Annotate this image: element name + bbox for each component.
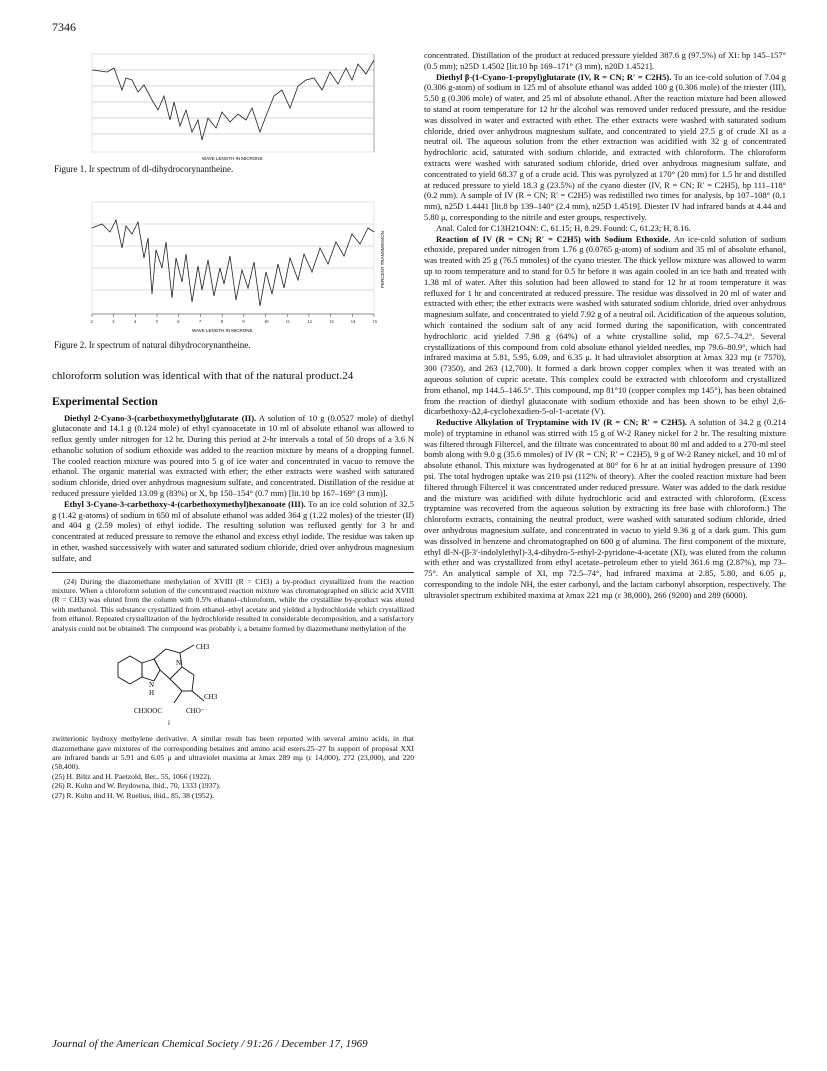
- lead-paragraph: chloroform solution was identical with that of the natural product.24: [52, 370, 354, 382]
- paragraph-iii-title: Ethyl 3-Cyano-3-carbethoxy-4-(carbethoxymethyl)hexanoate (III).: [64, 498, 306, 509]
- structure-cho: CHO⁻: [186, 707, 205, 716]
- analysis-line: Anal. Calcd for C13H21O4N: C, 61.15; H, 8.29. Found: C, 61.23; H, 8.16.: [436, 222, 691, 233]
- figure-2-tick-label: 12: [307, 319, 312, 324]
- figure-2-tick-label: 2: [90, 319, 93, 324]
- paragraph-ii-title: Diethyl 2-Cyano-3-(carbethoxymethyl)glutarate (II).: [64, 412, 257, 423]
- left-column: [52, 50, 414, 800]
- ir-spectrum-figure-2: [52, 198, 412, 338]
- paragraph-reductive-alkylation: [424, 417, 786, 601]
- structure-ch3-bottom: CH3: [204, 693, 218, 702]
- structure-ester: CH3OOC: [134, 707, 163, 716]
- paragraph-iv-body: To an ice-cold solution of 7.04 g (0.306 g-atom) of sodium in 125 ml of absolute ethanol was added 100 g (0.306 mole) of the triester (III), 5.50 g (0.306 mole) of water, and 25 ml of absolute ethanol. After the reaction mixture had been allowed to stand at room temperature for 12 hr the alcohol was removed under reduced pressure, and the residue was dissolved in water and extracted with ether. The ether extracts were washed with saturated sodium chloride, dried over anhydrous magnesium sulfate, and concentrated to yield 27.5 g of crude XI as a neutral oil. The aqueous solution from the ether extraction was acidified with 32 g of concentrated hydrochloric acid, saturated with sodium chloride, and extracted with chloroform. The chloroform extracts were washed with saturated sodium chloride, dried over anhydrous magnesium sulfate, and concentrated to yield 68.37 g of a crude acid. This was pyrolyzed at 170° (20 mm) for 1.5 hr and distilled at reduced pressure to yield 18.3 g (23.5%) of the cyano diester (IV, R = CN; R′ = C2H5), bp 111–118° (0.2 mm). A sample of IV (R = CN; R′ = C2H5) was redistilled two times for analysis, bp 107–108° (0.1 mm), n25D 1.4441 [lit.8 bp 139–140° (2.4 mm), n25D 1.4519]. Diester IV had infrared bands at 4.44 and 5.80 μ, corresponding to the nitrile and ester groups, respectively.: [424, 71, 786, 222]
- paragraph-iii-body: To an ice cold solution of 32.5 g (1.42 g-atoms) of sodium in 650 ml of absolute ethanol was added 364 g (1.22 moles) of the triester (II) and 404 g (2.59 moles) of ethyl iodide. The resulting solution was refluxed gently for 3 hr and concentrated at reduced pressure to remove the ethanol and excess ethyl iodide. The residue was taken up in ether, washed successively with water and saturated sodium chloride, dried over anhydrous magnesium sulfate, and: [52, 498, 414, 563]
- figure-1-axis-label: WAVE LENGTH IN MICRONS: [202, 156, 263, 161]
- figure-2-tick-label: 9: [242, 319, 245, 324]
- paragraph-iv: [424, 72, 786, 223]
- paragraph-iii: [52, 499, 414, 564]
- paragraph-xi-distillation: concentrated. Distillation of the product at reduced pressure yielded 387.6 g (97.5%) of XI: bp 145–157° (0.5 mm); n25D 1.4502 [lit.10 bp 169–171° (3 mm), n20D 1.4521].: [424, 50, 786, 71]
- paragraph-sodium-ethoxide-title: Reaction of IV (R = CN; R′ = C2H5) with Sodium Ethoxide.: [436, 233, 671, 244]
- paragraph-ii-body: A solution of 10 g (0.0527 mole) of diethyl glutaconate and 14.1 g (0.124 mole) of ethyl cyanoacetate in 10 ml of absolute ethanol was allowed to reflux gently under nitrogen for 12 hr. During this period at 2-hr intervals a total of 50 drops of a 3.6 N ethanolic solution of sodium ethoxide was added to the reaction mixture by means of a dropping funnel. The cooled reaction mixture was poured into 5 g of ice water and concentrated in vacuo to remove the ethanol. The organic material was extracted with ether; the ether extracts were washed with saturated sodium chloride, dried over anhydrous magnesium sulfate, and concentrated. Distillation of the residue at reduced pressure yielded 13.09 g (83%) or X, bp 150–154° (0.7 mm) [lit.10 bp 167–169° (3 mm)].: [52, 412, 414, 499]
- structure-n-plus: N: [176, 659, 182, 668]
- figure-2: [52, 198, 414, 350]
- paragraph-sodium-ethoxide-body: An ice-cold solution of sodium ethoxide, prepared under nitrogen from 1.76 g (0.0765 g-atom) of sodium and 35 ml of absolute ethanol, was treated with 25 g (76.5 mmoles) of the cyano triester. The thick yellow mixture was allowed to warm up to room temperature and to stand for 0.5 hr before it was again cooled in an ice bath and treated with 1.38 ml of water. After this solution had been allowed to stand for 12 hr at room temperature it was refluxed for 1 hr and concentrated at reduced pressure. The residue was dissolved in 20 ml of water and extracted with ether; the ether extracts were washed with saturated sodium chloride, dried over anhydrous magnesium sulfate, and concentrated to yield 7.92 g of a neutral oil. Acidification of the aqueous solution, which contained the sodium salt of any acid formed during the saponification, with concentrated hydrochloric acid yielded 7.98 g (64%) of a white crystalline solid, mp 67.5–74.2°. Several crystallizations of this compound from cold absolute ethanol yielded needles, mp 79.6–80.9°, which had infrared maxima at 5.81, 5.95, 6.09, and 6.35 μ. It had ultraviolet absorption at λmax 323 mμ (ε 7570), 300 (7350), and 263 (12,700). It formed a dark brown copper complex when it was treated with an aqueous solution of cupric acetate. This complex could be extracted with chloroform and crystallized from ethanol, mp 144.5–146.5°. This compound, mp 81°10 (copper complex mp 145°), has been obtained from the reaction of diethyl glutaconate with sodium ethoxide and has been shown to be ethyl 2,6-dicarbethoxy-Δ2,4-cyclohexadien-5-ol-1-acetate (V).: [424, 233, 787, 417]
- figure-1-caption: Figure 1. Ir spectrum of dl-dihydrocorynantheine.: [54, 164, 234, 174]
- structure-label: i: [168, 719, 170, 728]
- footnote-24-continued: zwitterionic hydroxy methylene derivative. A similar result has been reported with several amino acids, in that diazomethane gave mixtures of the corresponding betaines and amino acid esters.25–27 In support of proposal XXI are infrared bands at 5.91 and 6.05 μ and ultraviolet maxima at λmax 289 mμ (ε 14,000), 272 (23,000), and 220 (58,400).: [52, 734, 414, 772]
- paragraph-ii: [52, 413, 414, 499]
- figure-1: [52, 50, 414, 174]
- figure-2-tick-label: 15: [372, 319, 377, 324]
- figure-2-axis-label: WAVE LENGTH IN MICRONS: [192, 328, 253, 333]
- section-heading: Experimental Section: [52, 395, 158, 408]
- reference-27: (27) R. Kuhn and H. W. Ruelius, ibid., 85, 38 (1952).: [52, 790, 214, 800]
- figure-2-tick-label: 14: [350, 319, 356, 324]
- footnote-divider: [52, 572, 414, 573]
- structure-h: H: [149, 689, 155, 698]
- figure-2-y-label: PERCENT TRANSMISSION: [380, 231, 385, 288]
- paragraph-reductive-alkylation-body: A solution of 34.2 g (0.214 mole) of tryptamine in ethanol was stirred with 15 g of W-2 Raney nickel for 2 hr. The resulting mixture was filtered through Filtercel, and the filtrate was concentrated to about 80 ml and added to a 270-ml steel bomb along with 9.0 g (35.6 mmoles) of IV (R = CN; R′ = C2H5), 9 g of W-2 Raney nickel, and 10 ml of absolute ethanol. This mixture was hydrogenated at 80° for 6 hr at an initial hydrogen pressure of 1390 psi. The total hydrogen uptake was 210 psi (112% of theory). After the cooled reaction mixture had been filtered through Filtercel it was concentrated under reduced pressure. Water was added to the dark residue and the mixture was acidified with dilute hydrochloric acid and extracted with chloroform. (Excess tryptamine was recovered from the aqueous solution by extracting its free base with chloroform.) The chloroform extracts, containing the neutral product, were washed with saturated sodium chloride, dried over anhydrous magnesium sulfate, and concentrated in vacuo to yield 9.36 g of a dark gum. This gum was dissolved in benzene and chromatographed on 600 g of alumina. The first component of the mixture, ethyl dl-N-(β-3′-indolylethyl)-3,4-dihydro-5-ethyl-2-pyridone-4-acetate (XI), was eluted from the column with ether and was crystallized from ethyl acetate–petroleum ether to yield 361.6 mg (2.87%), mp 73–75°. An analytical sample of XI, mp 72.5–74°, had infrared maxima at 2.85, 5.80, and 6.05 μ, corresponding to the indole NH, the ester carbonyl, and the lactam carbonyl absorption, respectively. The ultraviolet spectrum exhibited maxima at λmax 221 mμ (ε 38,000), 266 (9200) and 289 (6000).: [424, 417, 786, 600]
- betaine-structure: [112, 635, 272, 727]
- page-number: 7346: [52, 20, 76, 34]
- figure-2-tick-label: 11: [285, 319, 291, 324]
- figure-2-caption: Figure 2. Ir spectrum of natural dihydrocorynantheine.: [54, 340, 251, 350]
- figure-2-tick-label: 10: [264, 319, 269, 324]
- figure-2-tick-label: 7: [198, 319, 202, 324]
- paragraph-sodium-ethoxide: [424, 234, 786, 418]
- paragraph-reductive-alkylation-title: Reductive Alkylation of Tryptamine with IV (R = CN; R′ = C2H5).: [436, 417, 688, 428]
- figure-2-tick-label: 13: [329, 319, 334, 324]
- figure-2-tick-label: 5: [155, 319, 158, 324]
- ir-spectrum-figure-1: [52, 50, 382, 162]
- structure-ch3-top: CH3: [196, 643, 210, 652]
- journal-footer: Journal of the American Chemical Society / 91:26 / December 17, 1969: [52, 1038, 368, 1050]
- figure-2-tick-label: 8: [220, 319, 223, 324]
- paragraph-iv-title: Diethyl β-(1-Cyano-1-propyl)glutarate (IV, R = CN; R′ = C2H5).: [436, 71, 672, 82]
- structure-nh: N: [149, 681, 155, 690]
- reference-25: (25) H. Biltz and H. Paetzold, Ber., 55, 1066 (1922).: [52, 771, 212, 781]
- footnote-24: (24) During the diazomethane methylation of XVIII (R = CH3) a by-product crystallized from the reaction mixture. When a chloroform solution of the concentrated reaction mixture was chromatographed on silicic acid XVIII (R = CH3) was eluted from the column with 0.5% ethanol–chloroform, while the crystalline by-product was eluted with methanol. This substance crystallized from ethanol–ethyl acetate and yielded a hydrochloride which crystallized from ethanol. Repeated crystallization of the hydrochloride resulted in considerable decomposition, and a satisfactory analysis could not be obtained. The compound was probably i, a betaine formed by diazomethane methylation of the: [52, 576, 414, 633]
- figure-2-tick-label: 4: [133, 319, 137, 324]
- right-column: [424, 50, 786, 601]
- figure-2-tick-labels: [91, 314, 378, 324]
- figure-2-tick-label: 6: [177, 319, 180, 324]
- reference-26: (26) R. Kuhn and W. Brydowna, ibid., 70, 1333 (1937).: [52, 781, 221, 791]
- figure-2-tick-label: 3: [112, 319, 115, 324]
